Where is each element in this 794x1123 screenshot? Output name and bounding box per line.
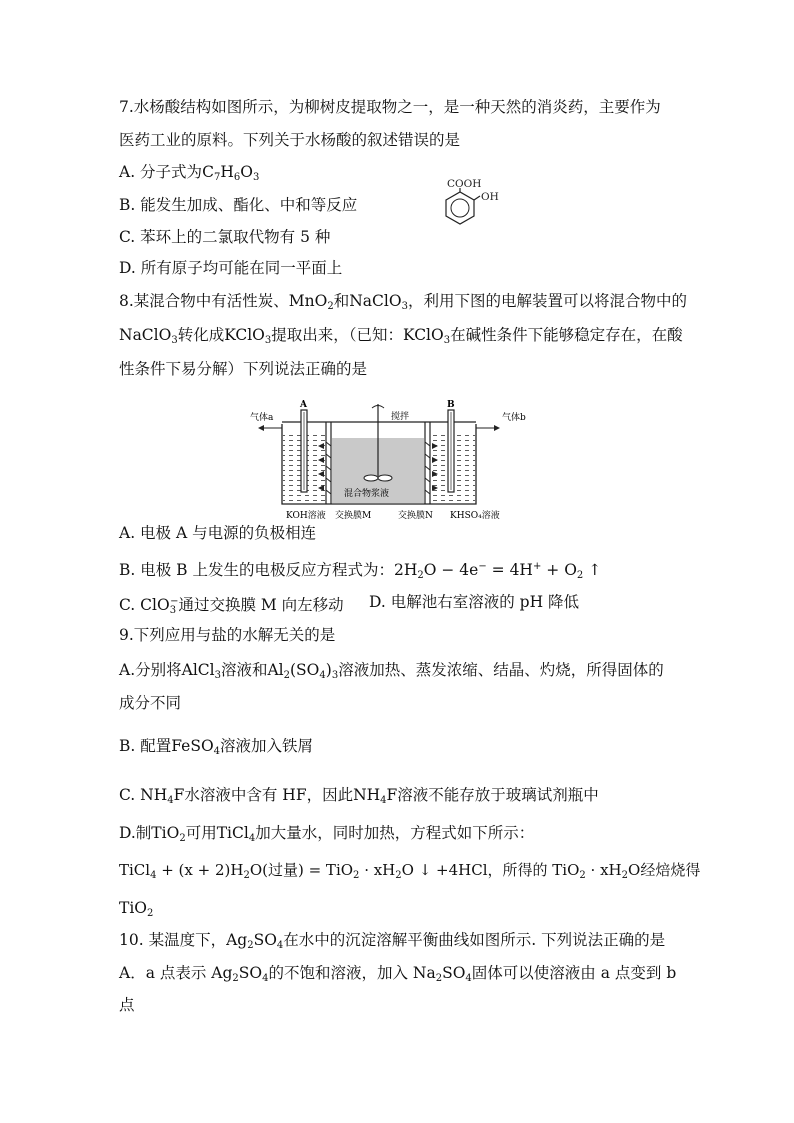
electrode-b-label: B	[447, 400, 455, 410]
q9-option-d: D.制TiO$_2$可用TiCl$_4$加大量水，同时加热，方程式如下所示：	[119, 824, 535, 844]
q9-stem: 9.下列应用与盐的水解无关的是	[119, 626, 336, 644]
membrane-m-label: 交换膜M	[335, 511, 372, 521]
q8-option-a: A. 电极 A 与电源的负极相连	[119, 524, 317, 542]
benzene-ring-circle	[451, 199, 469, 217]
gas-a-label: 气体a	[250, 413, 274, 423]
q10-stem: 10. 某温度下，$Ag_2SO_4$在水中的沉淀溶解平衡曲线如图所示. 下列说法正确的是	[119, 931, 666, 951]
membrane-n-label: 交换膜N	[398, 511, 433, 521]
oh-label: OH	[481, 191, 499, 203]
q7-option-c: C. 苯环上的二氯取代物有 5 种	[119, 228, 331, 246]
q10-option-a-line2: 点	[119, 996, 135, 1014]
q9-option-b: B. 配置FeSO$_4$溶液加入铁屑	[119, 737, 314, 757]
electrolysis-diagram	[248, 398, 526, 526]
q8-option-d: D. 电解池右室溶液的 pH 降低	[369, 593, 580, 611]
khso4-label: KHSO₄溶液	[450, 511, 500, 521]
q7-stem-line1: 7.水杨酸结构如图所示，为柳树皮提取物之一，是一种天然的消炎药，主要作为	[119, 98, 661, 116]
stir-label: 搅拌	[391, 412, 410, 422]
q9-equation: TiCl$_4$ + $(x + 2)H_2O$(过量) = $TiO_2 \cdot xH_2O$ ↓ +4HCl，所得的 $TiO_2 \cdot xH_2O$经焙烧得	[119, 861, 701, 881]
q7-option-d: D. 所有原子均可能在同一平面上	[119, 259, 343, 277]
q8-option-b: B. 电极 B 上发生的电极反应方程式为：$2H_2O - 4e^- = 4H^+ + O_2$ ↑	[119, 561, 602, 581]
q7-option-b: B. 能发生加成、酯化、中和等反应	[119, 196, 358, 214]
cooh-label: COOH	[447, 178, 482, 190]
q8-stem-line1: 8.某混合物中有活性炭、MnO$_2$和NaClO$_3$，利用下图的电解装置可以将混合物中的	[119, 292, 687, 312]
gas-b-label: 气体b	[502, 413, 526, 423]
q8-option-c: C. ClO$_3$−通过交换膜 M 向左移动	[119, 596, 344, 616]
q8-stem-line2: NaClO$_3$转化成KClO$_3$提取出来，（已知：KClO$_3$在碱性条件下能够稳定存在，在酸	[119, 326, 683, 346]
electrode-a-label: A	[300, 400, 307, 410]
q9-option-a-line1: A.分别将AlCl$_3$溶液和$Al_2(SO_4)_3$溶液加热、蒸发浓缩、结晶、灼烧，所得固体的	[119, 661, 664, 681]
q9-option-a-line2: 成分不同	[119, 694, 182, 712]
q7-option-a: A. 分子式为$C_7H_6O_3$	[119, 163, 260, 183]
q7-stem-line2: 医药工业的原料。下列关于水杨酸的叙述错误的是	[119, 131, 461, 149]
q9-equation-cont: TiO$_2$	[119, 899, 154, 919]
salicylic-acid-structure	[430, 178, 500, 240]
benzene-ring	[446, 192, 474, 224]
koh-label: KOH溶液	[286, 511, 326, 521]
q10-option-a-line1: A．a 点表示 $Ag_2SO_4$的不饱和溶液，加入 $Na_2SO_4$固体可以使溶液由 a 点变到 b	[119, 964, 677, 984]
slurry-label: 混合物浆液	[344, 489, 390, 499]
q9-option-c: C. $NH_4F$水溶液中含有 HF，因此$NH_4F$溶液不能存放于玻璃试剂瓶中	[119, 786, 599, 806]
q8-stem-line3: 性条件下易分解）下列说法正确的是	[119, 360, 368, 378]
